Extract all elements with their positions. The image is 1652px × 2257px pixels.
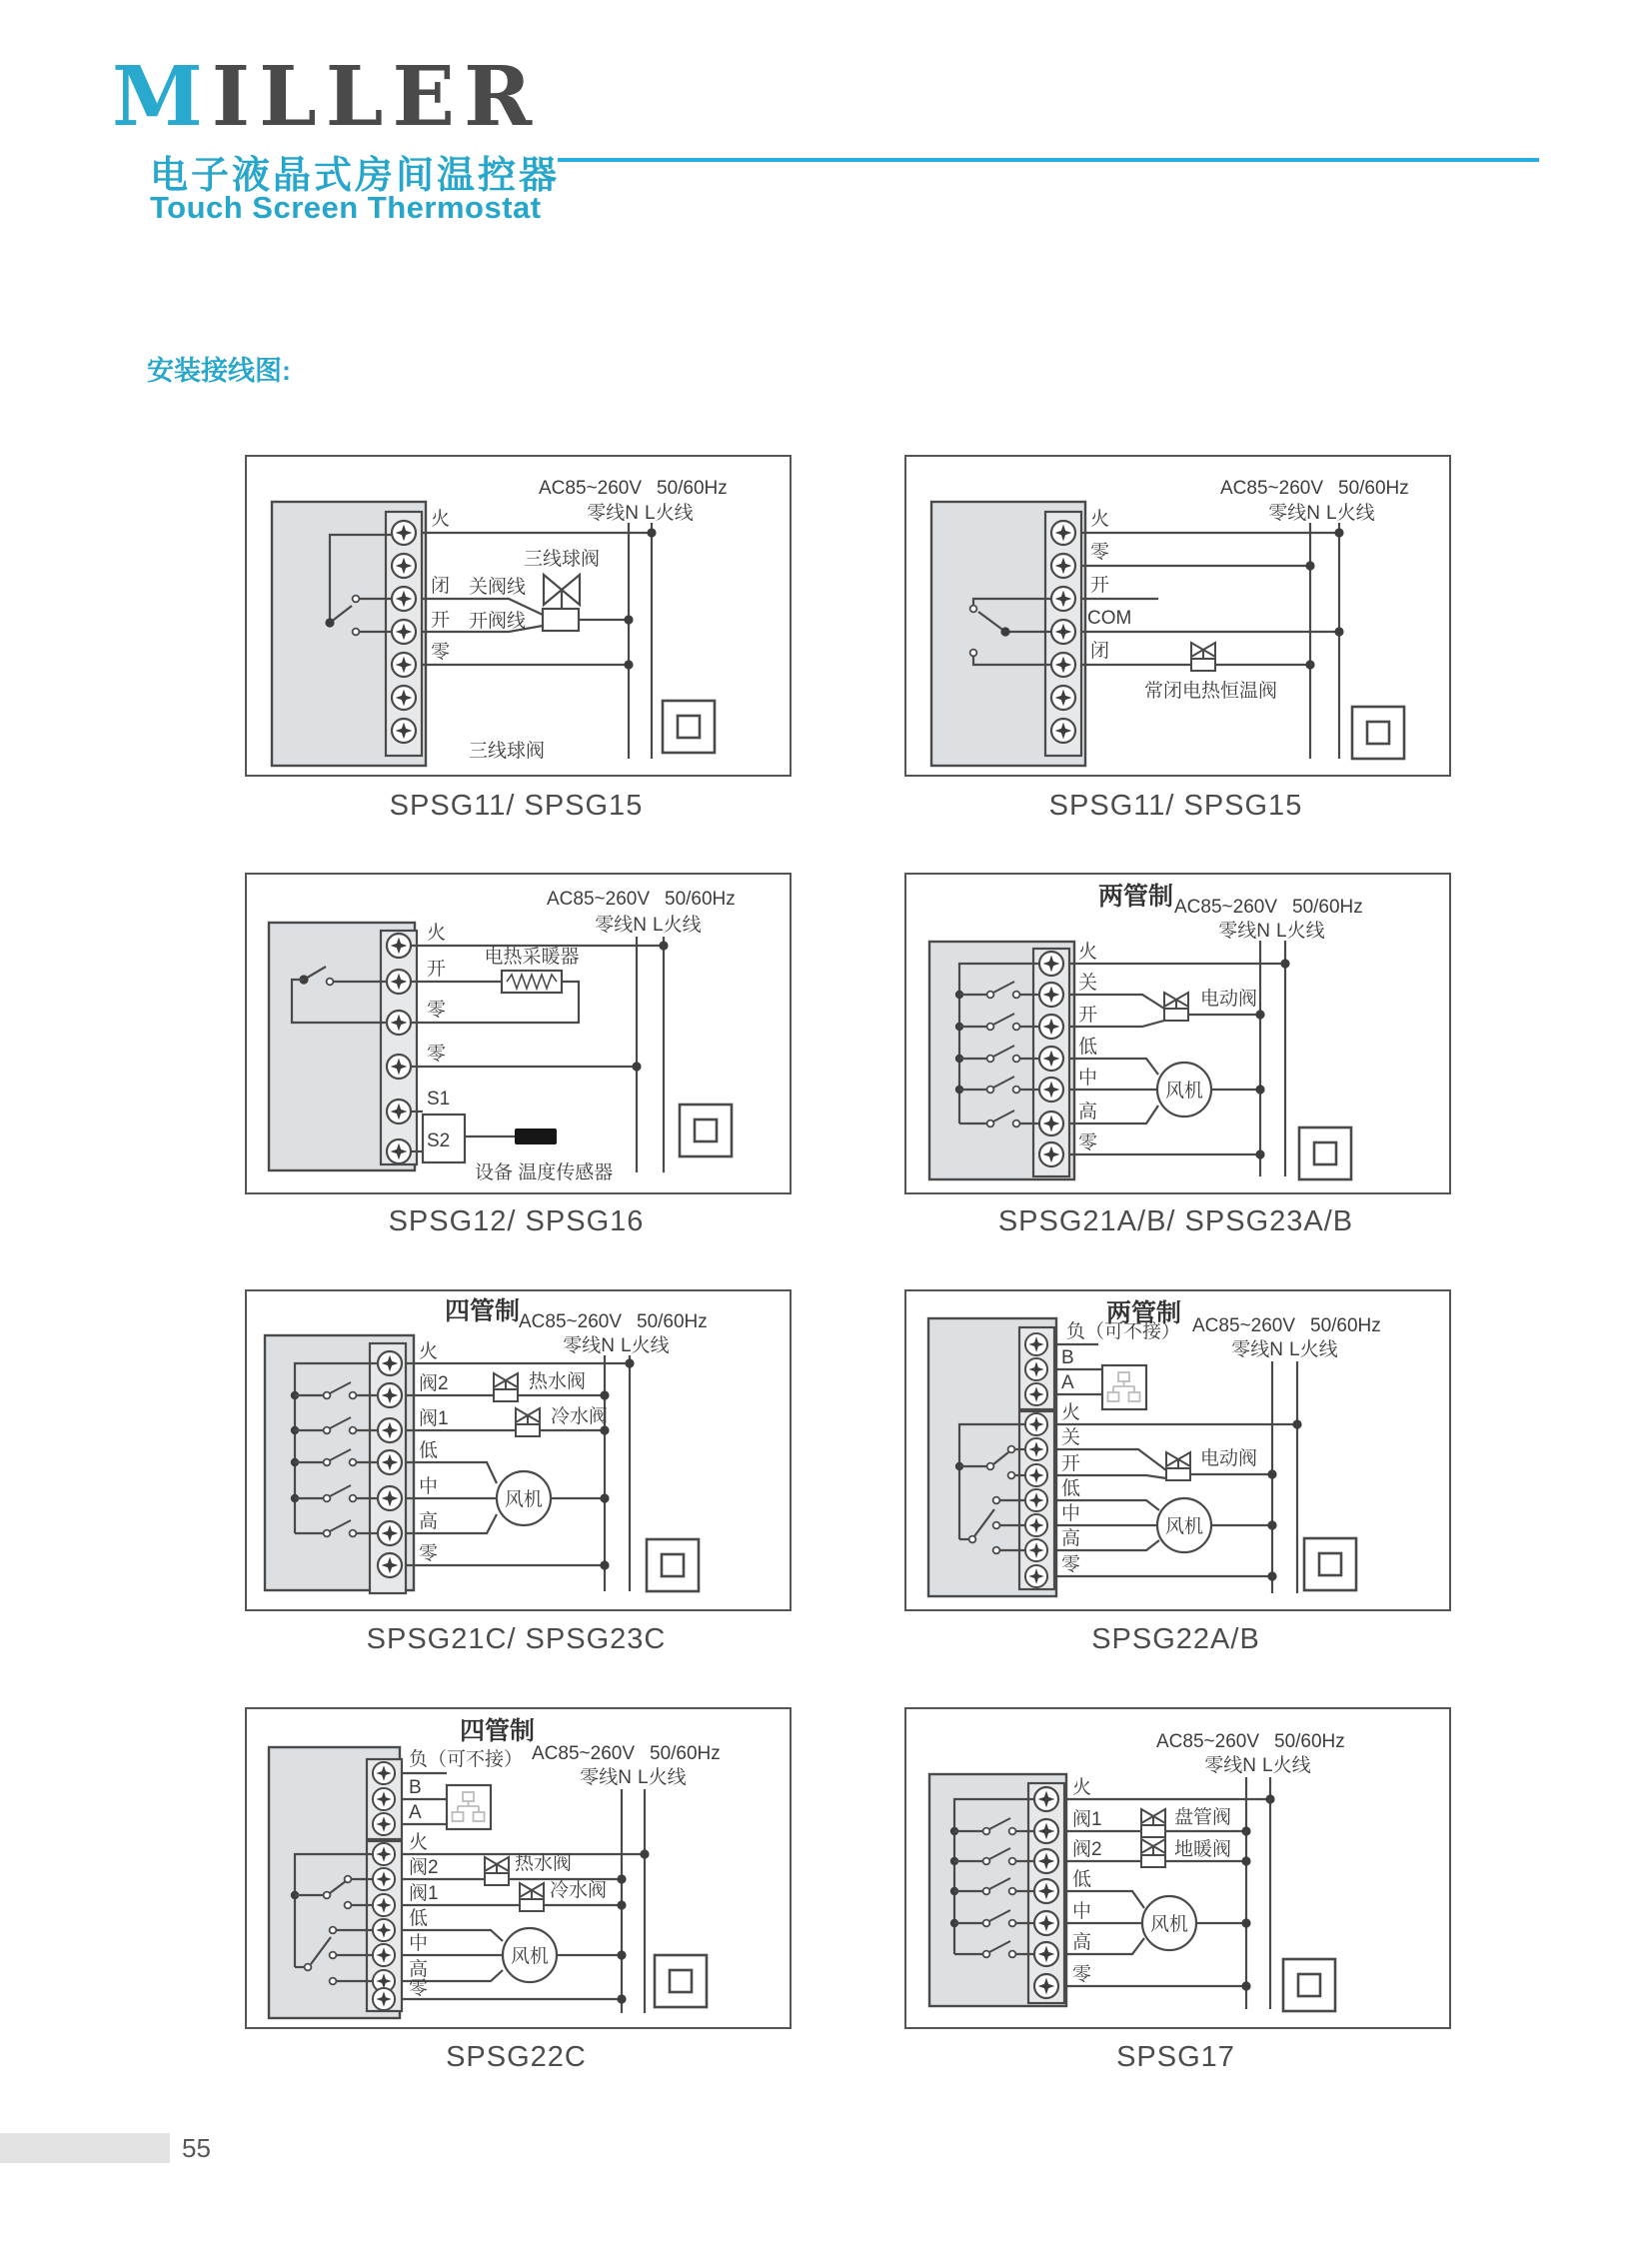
coil-valve-label: 盘管阀 bbox=[1174, 1807, 1232, 1828]
wiring-diagram-spsg22c bbox=[245, 1707, 792, 2029]
terminal-label: 火 bbox=[431, 509, 451, 530]
wiring-diagram-spsg11-thermalvalve bbox=[904, 455, 1451, 777]
terminal-label: 阀1 bbox=[419, 1408, 449, 1429]
power-lines bbox=[1246, 1777, 1270, 2009]
terminal-label: 高 bbox=[419, 1511, 439, 1532]
live-label: L火线 bbox=[1326, 503, 1375, 524]
power-lines bbox=[1310, 523, 1339, 759]
terminal-label: 阀1 bbox=[1072, 1809, 1102, 1830]
diagram-caption: SPSG12/ SPSG16 bbox=[388, 1205, 645, 1237]
diagram-caption: SPSG17 bbox=[1116, 2041, 1235, 2073]
floor-valve-label: 地暖阀 bbox=[1174, 1839, 1232, 1860]
terminal-label: 中 bbox=[1078, 1068, 1098, 1089]
terminal-label: 闭 bbox=[1090, 641, 1110, 662]
live-label: L火线 bbox=[1262, 1755, 1311, 1776]
power-lines bbox=[629, 523, 652, 759]
terminal-label: 高 bbox=[1078, 1102, 1098, 1123]
terminal-label: 中 bbox=[409, 1933, 429, 1954]
ball-valve-icon bbox=[543, 575, 580, 631]
system-type-title: 两管制 bbox=[1098, 883, 1174, 911]
power-lines bbox=[622, 1789, 645, 2013]
frequency-label: 50/60Hz bbox=[657, 478, 728, 499]
voltage-label: AC85~260V bbox=[547, 889, 650, 910]
live-label: L火线 bbox=[1276, 921, 1325, 942]
frequency-label: 50/60Hz bbox=[1310, 1315, 1381, 1336]
live-label: L火线 bbox=[638, 1767, 687, 1788]
wiring-diagram-spsg21ab bbox=[904, 873, 1451, 1194]
terminal-label: 低 bbox=[1061, 1478, 1081, 1499]
header-rule bbox=[558, 158, 1539, 162]
terminal-label: 阀2 bbox=[419, 1373, 449, 1394]
diagram-caption: SPSG21A/B/ SPSG23A/B bbox=[997, 1205, 1354, 1237]
diagram-caption: SPSG11/ SPSG15 bbox=[1048, 790, 1303, 822]
neg-terminal-label: 负（可不接） bbox=[409, 1749, 524, 1770]
terminal-label: 开 bbox=[431, 610, 451, 631]
terminal-label: 火 bbox=[1061, 1402, 1081, 1423]
terminal-label: 零 bbox=[419, 1543, 439, 1564]
terminal-label: COM bbox=[1087, 608, 1132, 629]
terminal-label: S1 bbox=[427, 1089, 451, 1110]
terminal-label: 阀2 bbox=[409, 1857, 439, 1878]
terminal-label: B bbox=[409, 1777, 422, 1798]
terminal-label: 零 bbox=[427, 1044, 447, 1065]
terminal-label: 中 bbox=[1061, 1503, 1081, 1524]
neutral-label: 零线N bbox=[587, 503, 639, 524]
terminal-label: 高 bbox=[409, 1959, 429, 1980]
terminal-label: 零 bbox=[1072, 1964, 1092, 1985]
frequency-label: 50/60Hz bbox=[1274, 1731, 1345, 1752]
terminal-label: S2 bbox=[427, 1130, 451, 1151]
sensor-label: 设备 温度传感器 bbox=[475, 1162, 614, 1183]
voltage-label: AC85~260V bbox=[1220, 478, 1323, 499]
fan-label: 风机 bbox=[1164, 1516, 1204, 1537]
heater-label: 电热采暖器 bbox=[484, 947, 580, 968]
power-lines bbox=[1260, 941, 1285, 1176]
live-label: L火线 bbox=[1289, 1339, 1338, 1360]
neutral-label: 零线N bbox=[1218, 921, 1270, 942]
fan-label: 风机 bbox=[1149, 1914, 1189, 1935]
voltage-label: AC85~260V bbox=[1156, 1731, 1259, 1752]
neutral-label: 零线N bbox=[1268, 503, 1320, 524]
diagram-caption: SPSG22A/B bbox=[1091, 1623, 1260, 1655]
terminal-label: 低 bbox=[419, 1440, 439, 1461]
terminal-label: 低 bbox=[1078, 1037, 1098, 1058]
frequency-label: 50/60Hz bbox=[1338, 478, 1409, 499]
terminal-label: 零 bbox=[1078, 1132, 1098, 1153]
page-number: 55 bbox=[182, 2133, 211, 2163]
diagram-caption: SPSG11/ SPSG15 bbox=[389, 790, 644, 822]
terminal-label: 开 bbox=[1078, 1005, 1098, 1026]
power-lines bbox=[1272, 1361, 1297, 1593]
terminal-label: 低 bbox=[409, 1908, 429, 1929]
terminal-label: 零 bbox=[409, 1978, 429, 1999]
frequency-label: 50/60Hz bbox=[637, 1311, 708, 1332]
terminal-label: 阀1 bbox=[409, 1883, 439, 1904]
terminal-label: 开 bbox=[427, 959, 447, 980]
footer-bar bbox=[0, 2133, 170, 2163]
wiring-diagram-spsg22ab bbox=[904, 1289, 1451, 1611]
terminal-label: 高 bbox=[1061, 1528, 1081, 1549]
terminal-label: 火 bbox=[1078, 942, 1098, 963]
terminal-label: 阀2 bbox=[1072, 1839, 1102, 1860]
live-label: L火线 bbox=[653, 915, 702, 936]
frequency-label: 50/60Hz bbox=[1292, 897, 1363, 918]
wiring-diagram-spsg17 bbox=[904, 1707, 1451, 2029]
valve-label: 电动阀 bbox=[1200, 1448, 1258, 1469]
terminal-label: 零 bbox=[1061, 1554, 1081, 1575]
valve-label: 常闭电热恒温阀 bbox=[1144, 681, 1278, 702]
voltage-label: AC85~260V bbox=[532, 1743, 635, 1764]
cold-valve-label: 冷水阀 bbox=[551, 1406, 609, 1427]
heater-icon bbox=[502, 971, 562, 993]
frequency-label: 50/60Hz bbox=[650, 1743, 721, 1764]
terminals bbox=[373, 1762, 395, 2010]
terminal-label: 开 bbox=[1090, 575, 1110, 596]
neutral-label: 零线N bbox=[1231, 1339, 1283, 1360]
system-type-title: 四管制 bbox=[460, 1717, 536, 1745]
system-type-title: 四管制 bbox=[445, 1297, 521, 1325]
close-wire-label: 关阀线 bbox=[469, 577, 527, 598]
neg-terminal-label: 负（可不接） bbox=[1066, 1321, 1181, 1342]
diagram-caption: SPSG22C bbox=[446, 2041, 587, 2073]
neutral-label: 零线N bbox=[595, 915, 647, 936]
terminal-label: 中 bbox=[419, 1476, 439, 1497]
system-type-title: 两管制 bbox=[1106, 1299, 1182, 1327]
terminal-label: 零 bbox=[431, 642, 451, 663]
voltage-label: AC85~260V bbox=[539, 478, 642, 499]
product-title-en: Touch Screen Thermostat bbox=[150, 190, 542, 225]
valve-label: 电动阀 bbox=[1200, 989, 1258, 1010]
power-lines bbox=[637, 937, 664, 1172]
wiring-diagram-spsg21c bbox=[245, 1289, 792, 1611]
fan-label: 风机 bbox=[504, 1489, 544, 1510]
terminal-label: 开 bbox=[1061, 1453, 1081, 1474]
terminal-label: 火 bbox=[1072, 1777, 1092, 1798]
neutral-label: 零线N bbox=[563, 1335, 615, 1356]
terminal-label: 零 bbox=[427, 1000, 447, 1021]
terminal-label: 火 bbox=[427, 923, 447, 944]
terminal-label: 中 bbox=[1072, 1901, 1092, 1922]
wiring-diagram-spsg12 bbox=[245, 873, 792, 1194]
diagram-caption: SPSG21C/ SPSG23C bbox=[366, 1623, 667, 1655]
valve-note: 三线球阀 bbox=[469, 741, 546, 762]
terminal-label: 火 bbox=[409, 1832, 429, 1853]
voltage-label: AC85~260V bbox=[1174, 897, 1277, 918]
fan-label: 风机 bbox=[1164, 1081, 1204, 1102]
brand-logo bbox=[112, 49, 542, 145]
open-wire-label: 开阀线 bbox=[469, 611, 527, 632]
terminal-label: B bbox=[1061, 1347, 1074, 1368]
section-label: 安装接线图: bbox=[147, 356, 291, 386]
frequency-label: 50/60Hz bbox=[665, 889, 736, 910]
neutral-label: 零线N bbox=[1204, 1755, 1256, 1776]
voltage-label: AC85~260V bbox=[1192, 1315, 1295, 1336]
terminal-label: A bbox=[1061, 1372, 1074, 1393]
terminal-label: 火 bbox=[1090, 509, 1110, 530]
terminal-label: 关 bbox=[1061, 1427, 1081, 1448]
terminal-strip bbox=[381, 931, 417, 1164]
neutral-label: 零线N bbox=[580, 1767, 632, 1788]
logo-letter-m: M bbox=[112, 49, 212, 145]
power-lines bbox=[605, 1355, 630, 1591]
wiring-diagram-spsg11-ballvalve bbox=[245, 455, 792, 777]
fan-label: 风机 bbox=[510, 1946, 550, 1967]
terminal-label: 零 bbox=[1090, 542, 1110, 563]
voltage-label: AC85~260V bbox=[519, 1311, 622, 1332]
terminal-label: 关 bbox=[1078, 973, 1098, 994]
product-title-cn: 电子液晶式房间温控器 bbox=[150, 155, 561, 197]
valve-label: 三线球阀 bbox=[523, 549, 601, 570]
hot-valve-label: 热水阀 bbox=[529, 1371, 587, 1392]
terminal-label: 低 bbox=[1072, 1869, 1092, 1890]
terminal-label: 火 bbox=[419, 1341, 439, 1362]
terminal-label: 闭 bbox=[431, 576, 451, 597]
live-label: L火线 bbox=[621, 1335, 670, 1356]
cold-valve-label: 冷水阀 bbox=[550, 1880, 608, 1901]
live-label: L火线 bbox=[645, 503, 694, 524]
logo-rest: ILLER bbox=[211, 49, 542, 145]
hot-valve-label: 热水阀 bbox=[515, 1853, 573, 1874]
terminal-label: A bbox=[409, 1802, 422, 1823]
terminal-label: 高 bbox=[1072, 1932, 1092, 1953]
